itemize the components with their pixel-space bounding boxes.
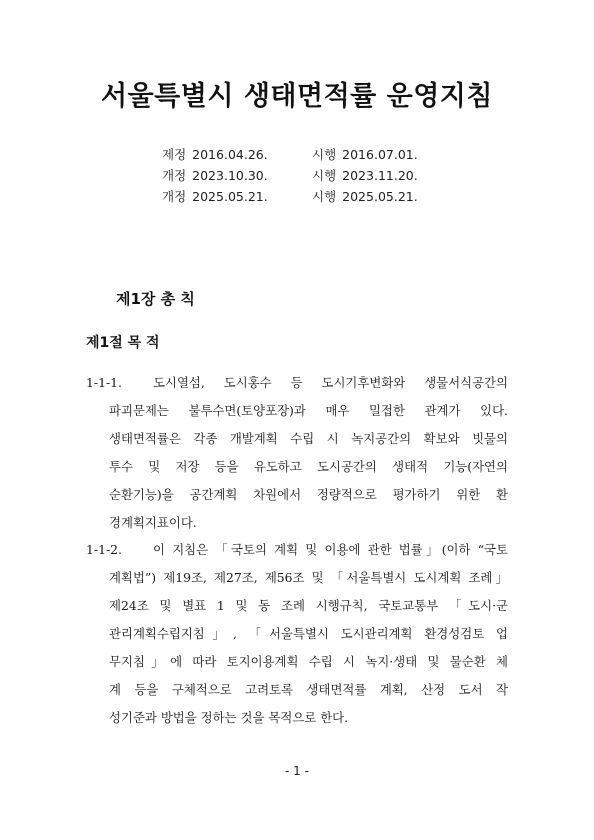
effective-label: 시행 <box>312 189 337 204</box>
article-line: 투수 및 저장 등을 유도하고 도시공간의 생태적 기능(자연의 <box>109 459 508 474</box>
article-number: 1-1-1. <box>86 375 122 390</box>
revision-date: 2025.05.21. <box>192 189 268 204</box>
article-number: 1-1-2. <box>86 542 122 557</box>
revision-row <box>162 144 418 165</box>
article-line: 제24조 및 별표 1 및 동 조례 시행규칙, 국토교통부 「도시·군 <box>109 598 508 613</box>
effective-date: 2023.11.20. <box>342 168 418 183</box>
revision-date: 2023.10.30. <box>192 168 268 183</box>
article-line: 경계획지표이다. <box>109 515 197 530</box>
article-line: 순환기능)을 공간계획 차원에서 정량적으로 평가하기 위한 환 <box>109 487 508 502</box>
page-number: - 1 - <box>285 764 309 778</box>
effective-label: 시행 <box>312 147 337 162</box>
article-line: 무지침」에 따라 토지이용계획 수립 시 녹지·생태 및 물순환 체 <box>109 654 508 669</box>
section-heading: 제1절 목 적 <box>86 335 160 351</box>
effective-label: 시행 <box>312 168 337 183</box>
document-title: 서울특별시 생태면적률 운영지침 <box>101 81 493 112</box>
article-1-1-1 <box>86 369 508 537</box>
revision-row <box>162 165 418 186</box>
article-line: 도시열섬, 도시홍수 등 도시기후변화와 생물서식공간의 <box>153 375 508 390</box>
revision-label: 제정 <box>162 147 187 162</box>
article-1-1-2 <box>86 536 508 732</box>
article-line: 계획법”) 제19조, 제27조, 제56조 및 「서울특별시 도시계획 조례」 <box>109 570 508 585</box>
article-line: 관리계획수립지침」, 「서울특별시 도시관리계획 환경성검토 업 <box>109 626 508 641</box>
effective-date: 2025.05.21. <box>342 189 418 204</box>
article-line: 이 지침은 「국토의 계획 및 이용에 관한 법률」(이하 “국토 <box>153 542 508 557</box>
revision-label: 개정 <box>162 189 187 204</box>
article-line: 성기준과 방법을 정하는 것을 목적으로 한다. <box>109 710 349 725</box>
chapter-heading: 제1장 총 칙 <box>116 290 195 308</box>
article-line: 계 등을 구체적으로 고려토록 생태면적률 계획, 산정 도서 작 <box>109 682 508 697</box>
article-line: 파괴문제는 불투수면(토양포장)과 매우 밀접한 관계가 있다. <box>109 403 508 418</box>
revision-row <box>162 186 418 207</box>
revision-date: 2016.04.26. <box>192 147 268 162</box>
article-line: 생태면적률은 각종 개발계획 수립 시 녹지공간의 확보와 빗물의 <box>109 431 508 446</box>
effective-date: 2016.07.01. <box>342 147 418 162</box>
revision-history <box>162 144 418 207</box>
revision-label: 개정 <box>162 168 187 183</box>
